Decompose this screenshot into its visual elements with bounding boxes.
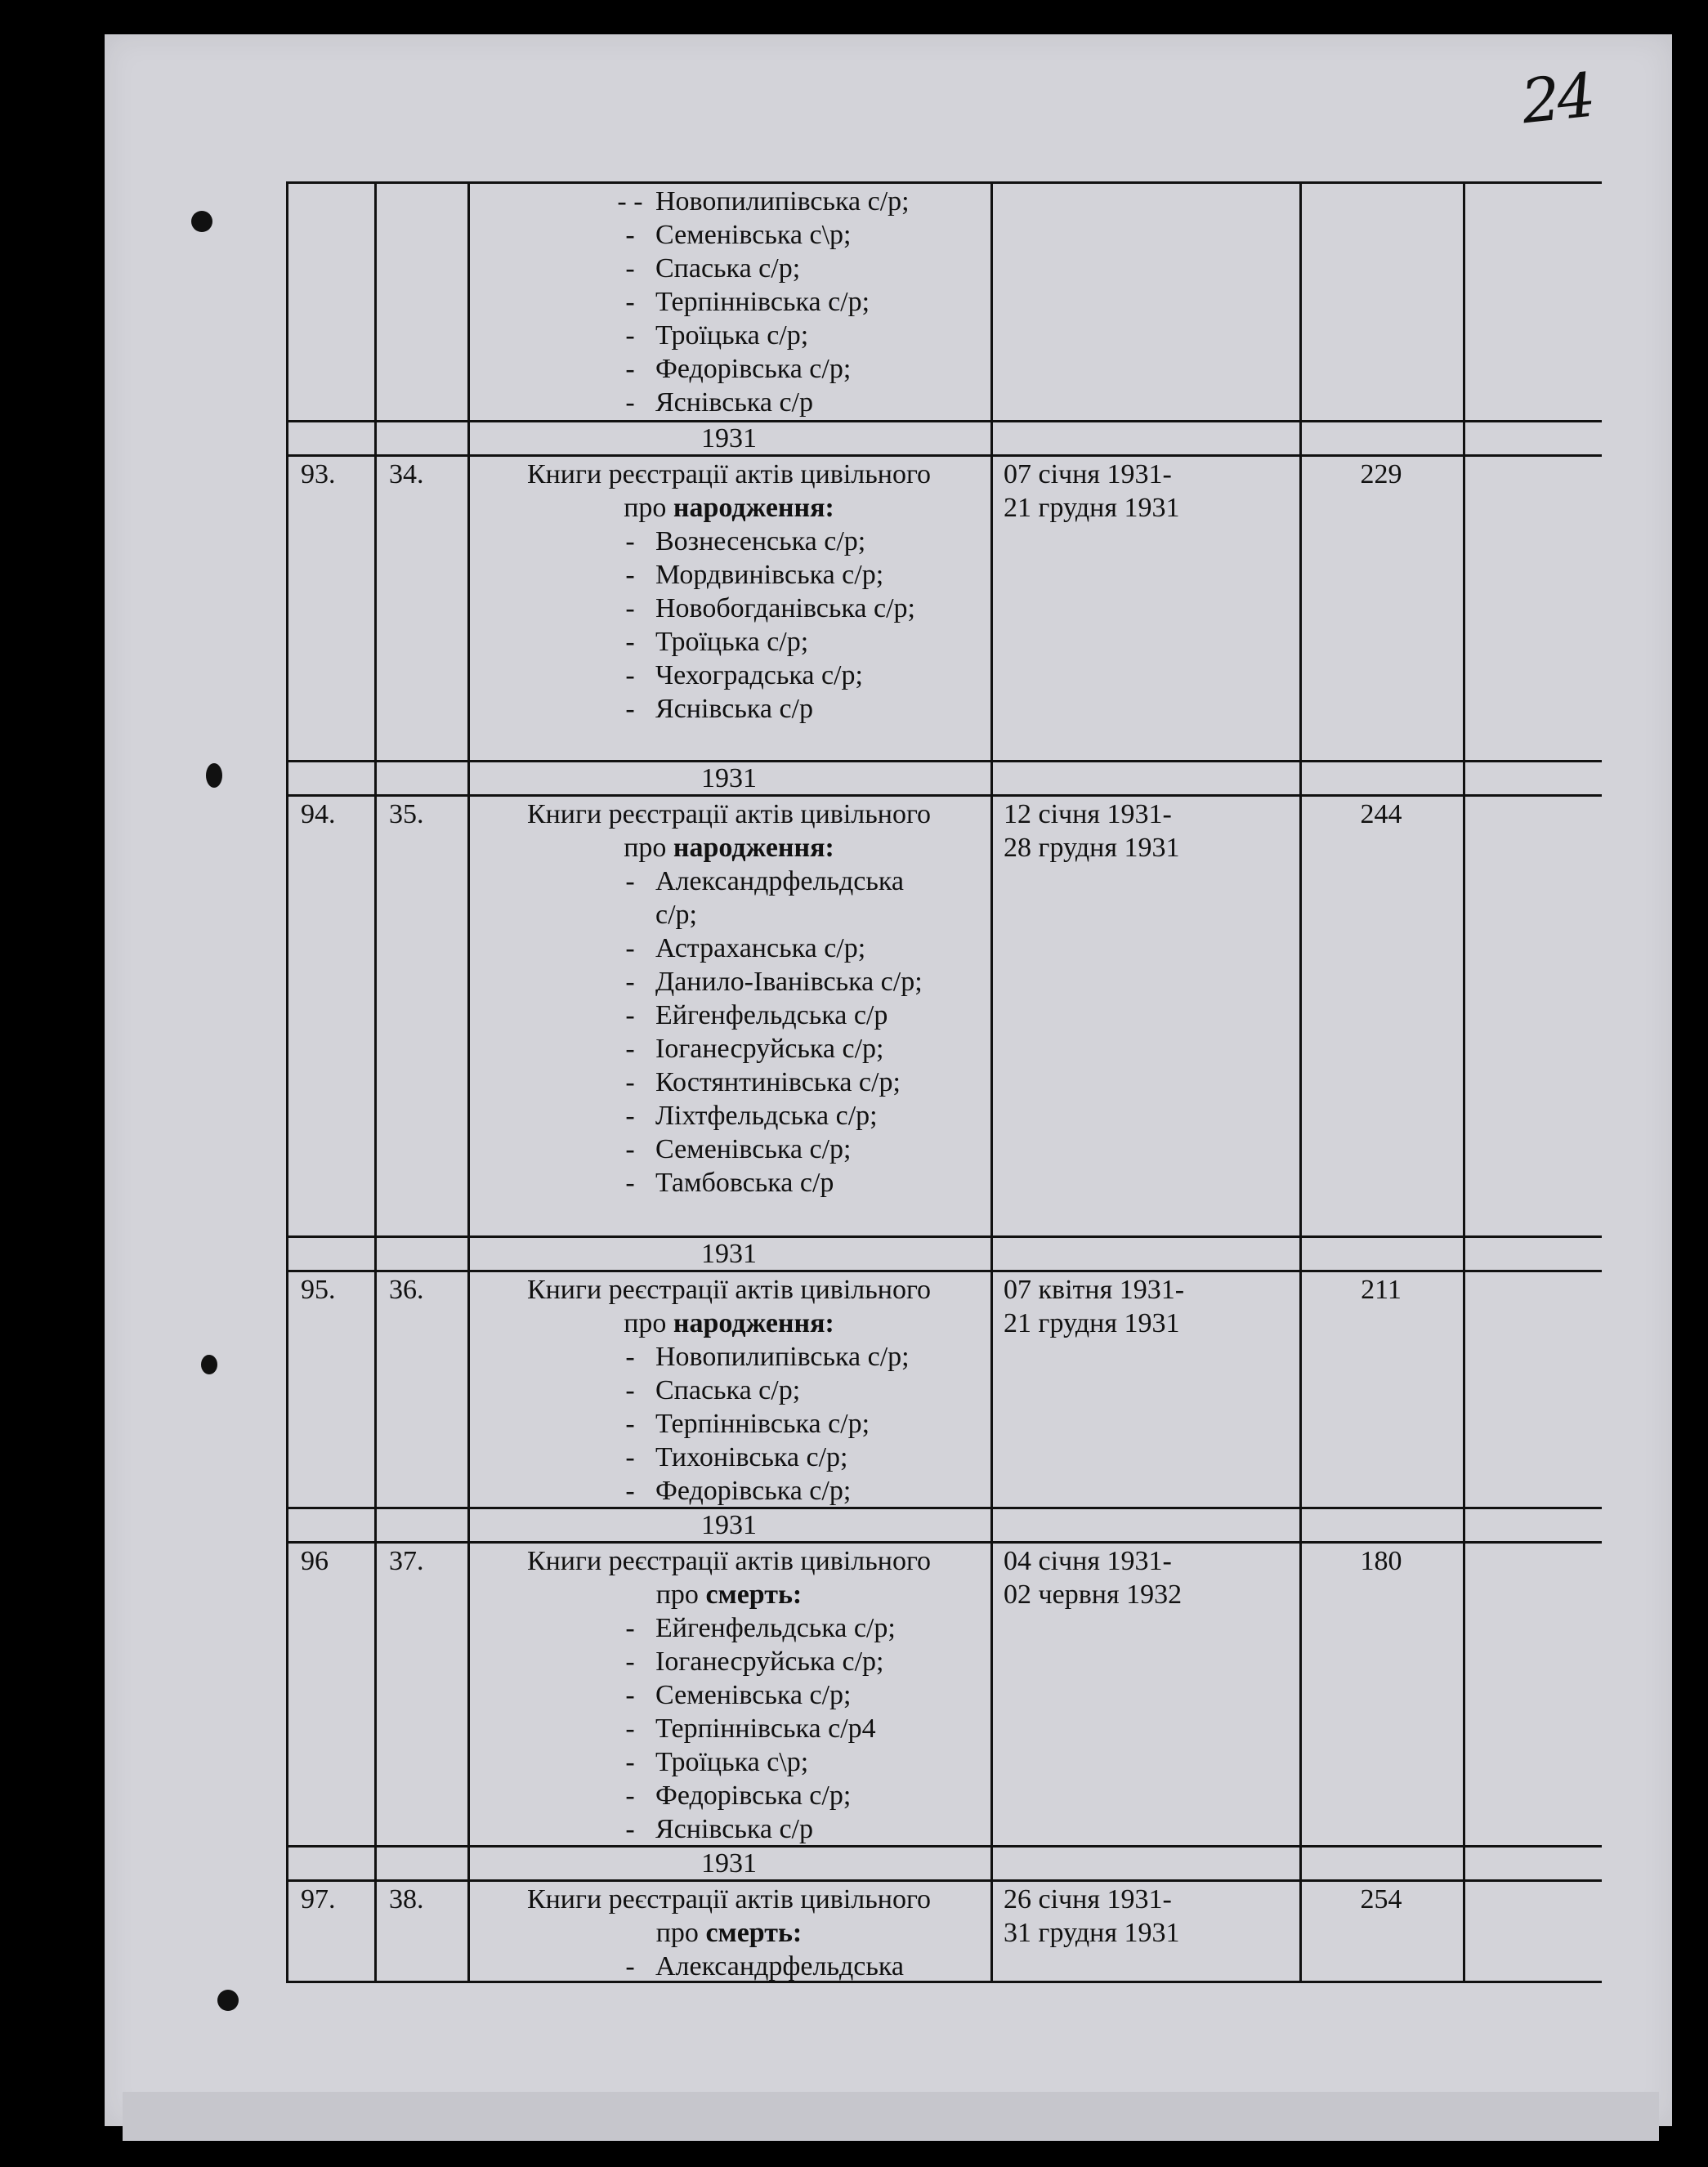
record-type-bold: народження:: [673, 1308, 834, 1338]
village-council-name: Іоганесруйська с/р;: [655, 1034, 884, 1064]
list-dash: -: [625, 1613, 635, 1643]
date-end: 31 грудня 1931: [1004, 1918, 1180, 1948]
date-end: 02 червня 1932: [1004, 1579, 1183, 1610]
village-council-item: [474, 558, 984, 592]
list-dash: -: [625, 1375, 635, 1405]
list-dash: -: [625, 1814, 635, 1844]
list-dash: -: [625, 220, 635, 250]
village-council-name: Федорівська с/р;: [655, 354, 852, 384]
list-dash: -: [625, 287, 635, 317]
record-title: Книги реєстрації актів цивільного: [526, 799, 932, 829]
village-council-name: Александрфельдська: [655, 1951, 904, 1982]
list-dash: -: [625, 1646, 635, 1677]
village-council-name: Костянтинівська с/р;: [655, 1067, 901, 1097]
year-label: 1931: [701, 1239, 757, 1269]
village-council-name: Терпіннівська с/р;: [655, 1409, 870, 1439]
village-council-item: [474, 185, 984, 218]
village-council-name: Александрфельдська с/р;: [655, 866, 904, 930]
column-rule: [1299, 181, 1302, 1983]
list-dash: -: [625, 1168, 635, 1198]
item-number: 36.: [389, 1275, 424, 1305]
village-council-name: Мордвинівська с/р;: [655, 560, 884, 590]
village-council-item: [474, 592, 984, 625]
village-council-item: [474, 999, 984, 1032]
village-council-item: [474, 1950, 984, 1983]
list-dash: -: [625, 1134, 635, 1164]
list-dash: -: [625, 1680, 635, 1710]
column-rule: [286, 181, 288, 1983]
village-council-name: Данило-Іванівська с/р;: [655, 967, 923, 997]
list-dash: -: [625, 253, 635, 284]
village-council-name: Терпіннівська с/р;: [655, 287, 870, 317]
column-rule: [374, 181, 377, 1983]
list-dash: -: [625, 933, 635, 963]
punch-hole: [191, 211, 212, 232]
village-council-name: Тамбовська с/р: [655, 1168, 834, 1198]
record-type-bold: народження:: [673, 493, 834, 523]
record-title: Книги реєстрації актів цивільного: [526, 1275, 932, 1305]
village-council-item: [474, 1645, 984, 1678]
village-council-item: [474, 1611, 984, 1645]
village-council-name: Тихонівська с/р;: [655, 1442, 848, 1472]
list-dash: -: [625, 320, 635, 351]
item-number: 35.: [389, 799, 424, 829]
list-dash: -: [625, 866, 635, 896]
sheet-bottom-edge: [123, 2092, 1659, 2141]
record-title: Книги реєстрації актів цивільного: [526, 1546, 932, 1576]
record-title: Книги реєстрації актів цивільного: [526, 459, 932, 489]
page-number: 24: [1518, 60, 1596, 138]
column-rule: [990, 181, 993, 1983]
village-council-item: [474, 1133, 984, 1166]
record-type-prefix: про: [624, 1308, 673, 1338]
list-dash: -: [625, 1476, 635, 1506]
village-council-name: Вознесенська с/р;: [655, 526, 866, 556]
village-council-name: Новопилипівська с/р;: [655, 1342, 910, 1372]
list-dash: -: [625, 1000, 635, 1030]
record-type-prefix: про: [624, 833, 673, 863]
village-council-item: [474, 1474, 984, 1508]
record-description: [474, 798, 984, 1200]
village-council-name: Семенівська с/р;: [655, 1134, 852, 1164]
page-count: 244: [1360, 799, 1402, 829]
year-label: 1931: [701, 1510, 757, 1540]
village-council-name: Яснівська с/р: [655, 694, 813, 724]
village-council-name: Троїцька с/р;: [655, 627, 809, 657]
list-dash: -: [625, 1951, 635, 1982]
village-council-item: [474, 1374, 984, 1407]
list-dash: -: [625, 1342, 635, 1372]
village-council-name: Семенівська с/р;: [655, 1680, 852, 1710]
village-council-item: [474, 1407, 984, 1441]
village-council-item: [474, 386, 984, 419]
record-number: 93.: [301, 459, 336, 489]
village-council-name: Троїцька с/р;: [655, 320, 809, 351]
list-dash: -: [625, 1067, 635, 1097]
village-council-name: Семенівська с\р;: [655, 220, 852, 250]
item-number: 37.: [389, 1546, 424, 1576]
village-council-item: [474, 525, 984, 558]
page-count: 229: [1360, 459, 1402, 489]
village-council-name: Яснівська с/р: [655, 1814, 813, 1844]
list-dash: - -: [617, 186, 643, 217]
year-label: 1931: [701, 763, 757, 793]
list-dash: -: [625, 627, 635, 657]
village-council-item: [474, 1779, 984, 1812]
village-council-item: [474, 352, 984, 386]
village-council-item: [474, 1099, 984, 1133]
date-start: 07 квітня 1931-: [1004, 1275, 1185, 1305]
year-label: 1931: [701, 423, 757, 454]
village-council-item: [474, 1745, 984, 1779]
record-type-bold: народження:: [673, 833, 834, 863]
record-number: 96: [301, 1546, 329, 1576]
village-council-name: Яснівська с/р: [655, 387, 813, 418]
village-council-name: Ейгенфельдська с/р;: [655, 1613, 896, 1643]
date-start: 04 січня 1931-: [1004, 1546, 1172, 1576]
village-council-name: Астраханська с/р;: [655, 933, 866, 963]
list-dash: -: [625, 967, 635, 997]
record-description: [474, 1883, 984, 1983]
village-council-name: Федорівська с/р;: [655, 1781, 852, 1811]
list-dash: -: [625, 1101, 635, 1131]
village-council-name: Федорівська с/р;: [655, 1476, 852, 1506]
record-type: [474, 1916, 984, 1950]
page-count: 254: [1360, 1884, 1402, 1915]
item-number: 38.: [389, 1884, 424, 1915]
record-type: [474, 491, 984, 525]
list-dash: -: [625, 1034, 635, 1064]
list-dash: -: [625, 526, 635, 556]
village-council-name: Спаська с/р;: [655, 253, 801, 284]
record-description: [474, 1273, 984, 1508]
date-end: 28 грудня 1931: [1004, 833, 1180, 863]
village-council-name: Терпіннівська с/р4: [655, 1713, 876, 1744]
list-dash: -: [625, 387, 635, 418]
record-type-bold: смерть:: [705, 1918, 803, 1948]
record-number: 94.: [301, 799, 336, 829]
village-council-name: Троїцька с\р;: [655, 1747, 809, 1777]
village-council-item: [474, 319, 984, 352]
village-council-item: [474, 1712, 984, 1745]
village-council-name: Ейгенфельдська с/р: [655, 1000, 888, 1030]
page-count: 211: [1361, 1275, 1402, 1305]
village-council-item: [474, 1678, 984, 1712]
record-title: Книги реєстрації актів цивільного: [526, 1884, 932, 1915]
record-type: [474, 1578, 984, 1611]
record-number: 95.: [301, 1275, 336, 1305]
village-council-item: [474, 932, 984, 965]
list-dash: -: [625, 1409, 635, 1439]
record-type-prefix: про: [624, 493, 673, 523]
list-dash: -: [625, 593, 635, 623]
village-council-item: [474, 218, 984, 252]
village-council-item: [474, 1066, 984, 1099]
list-dash: -: [625, 694, 635, 724]
village-council-item: [474, 1441, 984, 1474]
record-type-bold: смерть:: [705, 1579, 803, 1610]
record-type-prefix: про: [655, 1579, 706, 1610]
date-start: 07 січня 1931-: [1004, 459, 1172, 489]
village-council-item: [474, 659, 984, 692]
village-council-item: [474, 865, 984, 932]
village-council-item: [474, 625, 984, 659]
date-start: 26 січня 1931-: [1004, 1884, 1172, 1915]
list-dash: -: [625, 1781, 635, 1811]
record-number: 97.: [301, 1884, 336, 1915]
punch-hole: [217, 1990, 239, 2011]
inventory-table: [286, 181, 1602, 1983]
record-type-prefix: про: [655, 1918, 706, 1948]
list-dash: -: [625, 1713, 635, 1744]
village-council-item: [474, 1340, 984, 1374]
date-end: 21 грудня 1931: [1004, 1308, 1180, 1338]
village-council-name: Новобогданівська с/р;: [655, 593, 915, 623]
village-council-item: [474, 1166, 984, 1200]
village-council-name: Новопилипівська с/р;: [655, 186, 910, 217]
list-dash: -: [625, 560, 635, 590]
village-council-name: Чехоградська с/р;: [655, 660, 863, 690]
list-dash: -: [625, 660, 635, 690]
table-rule: [286, 181, 1602, 184]
village-council-name: Спаська с/р;: [655, 1375, 801, 1405]
record-description: [474, 185, 984, 419]
punch-hole: [201, 1355, 217, 1374]
punch-hole: [206, 763, 222, 788]
column-rule: [1463, 181, 1465, 1983]
record-description: [474, 1544, 984, 1846]
list-dash: -: [625, 354, 635, 384]
village-council-item: [474, 1032, 984, 1066]
page-count: 180: [1360, 1546, 1402, 1576]
list-dash: -: [625, 1747, 635, 1777]
list-dash: -: [625, 1442, 635, 1472]
year-label: 1931: [701, 1848, 757, 1879]
village-council-item: [474, 692, 984, 726]
village-council-item: [474, 252, 984, 285]
date-end: 21 грудня 1931: [1004, 493, 1180, 523]
record-type: [474, 831, 984, 865]
item-number: 34.: [389, 459, 424, 489]
village-council-name: Іоганесруйська с/р;: [655, 1646, 884, 1677]
village-council-item: [474, 1812, 984, 1846]
date-start: 12 січня 1931-: [1004, 799, 1172, 829]
village-council-item: [474, 285, 984, 319]
record-description: [474, 458, 984, 726]
record-type: [474, 1307, 984, 1340]
village-council-name: Ліхтфельдська с/р;: [655, 1101, 878, 1131]
village-council-item: [474, 965, 984, 999]
